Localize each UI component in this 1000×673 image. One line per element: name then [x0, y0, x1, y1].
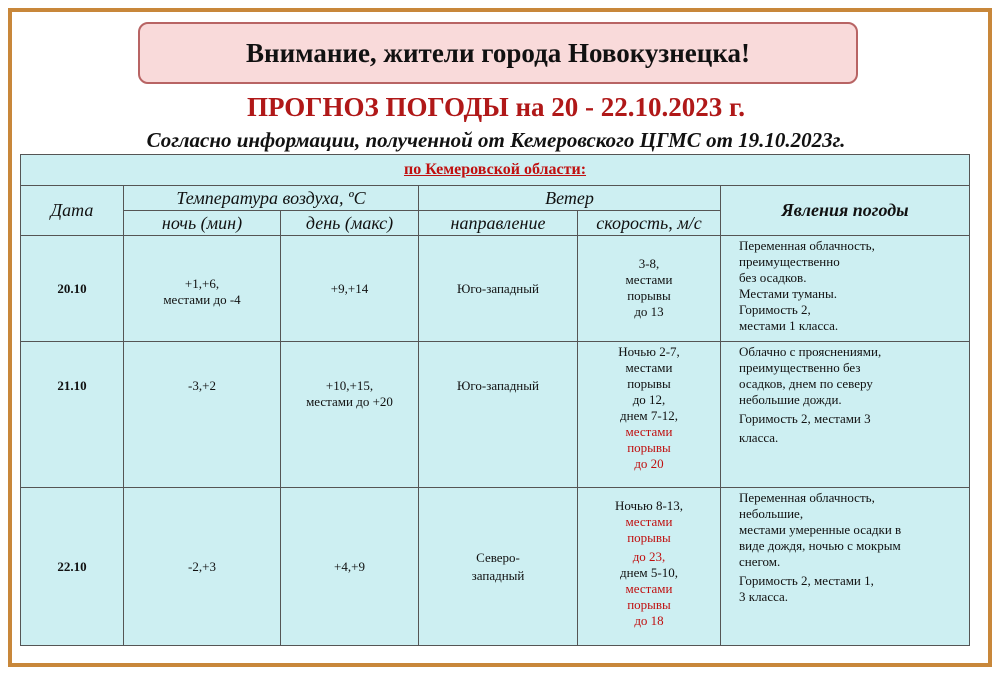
speed-line: местами — [625, 581, 673, 596]
phenomena-line: 3 класса. — [739, 589, 789, 604]
temperature-header: Температура воздуха, ºС — [123, 185, 419, 211]
row-day-temp — [280, 487, 419, 646]
phenomena-line: снегом. — [739, 554, 781, 569]
phenomena-line: Горимость 2, местами 3 — [739, 411, 871, 426]
phenomena-line: Местами туманы. — [739, 286, 837, 301]
row-phenomena — [720, 341, 970, 488]
row-night-temp — [123, 235, 281, 342]
phenomena-line: небольшие, — [739, 506, 804, 521]
direction-header: направление — [418, 210, 578, 236]
speed-line: днем 5-10, — [620, 565, 678, 580]
speed-line: порывы — [627, 530, 671, 545]
speed-line: порывы — [627, 597, 671, 612]
row-day-temp — [280, 341, 419, 488]
row-day-temp — [280, 235, 419, 342]
day-temp-line: +4,+9 — [334, 558, 365, 574]
speed-line: до 20 — [634, 456, 664, 471]
region-header — [20, 154, 970, 186]
phenomena-line: без осадков. — [739, 270, 807, 285]
speed-line: порывы — [627, 440, 671, 455]
forecast-table — [20, 154, 970, 646]
speed-header: скорость, м/с — [577, 210, 721, 236]
phenomena-line: местами 1 класса. — [739, 318, 839, 333]
row-date: 20.10 — [20, 235, 124, 342]
speed-line: до 18 — [634, 613, 664, 628]
direction-line: Юго-западный — [457, 378, 539, 393]
speed-line: местами — [625, 360, 673, 375]
speed-line: Ночью 8-13, — [614, 498, 684, 513]
speed-line: Ночью 2-7, — [618, 344, 680, 359]
row-wind-direction — [418, 487, 578, 646]
phenomena-line: Переменная облачность, — [739, 238, 875, 253]
row-phenomena — [720, 235, 970, 342]
direction-line: Юго-западный — [457, 280, 539, 296]
row-wind-speed — [577, 235, 721, 342]
speed-line: до 23, — [632, 549, 666, 564]
direction-line: Северо- — [476, 549, 520, 565]
day-temp-line: +10,+15, — [325, 378, 374, 393]
phenomena-line: Переменная облачность, — [739, 490, 875, 505]
date-header: Дата — [20, 185, 124, 236]
phenomena-line: Облачно с прояснениями, — [739, 344, 882, 359]
speed-line: порывы — [627, 288, 671, 303]
phenomena-line: преимущественно — [739, 254, 840, 269]
row-wind-direction — [418, 235, 578, 342]
forecast-title: ПРОГНОЗ ПОГОДЫ на 20 - 22.10.2023 г. — [246, 92, 746, 122]
phenomena-line: преимущественно без — [739, 360, 861, 375]
night-temp-line: местами до -4 — [163, 291, 241, 307]
phenomena-line: местами умеренные осадки в — [739, 522, 902, 537]
night-temp-line: -3,+2 — [188, 378, 216, 393]
row-night-temp — [123, 341, 281, 488]
speed-line: 3-8, — [638, 256, 660, 271]
speed-line: местами — [625, 514, 673, 529]
row-phenomena — [720, 487, 970, 646]
row-wind-direction — [418, 341, 578, 488]
phenomena-line: осадков, днем по северу — [739, 376, 873, 391]
night-header: ночь (мин) — [123, 210, 281, 236]
speed-line: местами — [625, 272, 673, 287]
phenomena-line: Горимость 2, — [739, 302, 811, 317]
wind-header: Ветер — [418, 185, 721, 211]
night-temp-line: +1,+6, — [184, 275, 220, 291]
night-temp-line: -2,+3 — [188, 558, 216, 574]
notice-text: Внимание, жители города Новокузнецка! — [246, 37, 750, 68]
phenomena-line: Горимость 2, местами 1, — [739, 573, 874, 588]
row-date: 21.10 — [20, 341, 124, 488]
direction-line: западный — [471, 567, 525, 583]
phenomena-header: Явления погоды — [720, 185, 970, 236]
speed-line: местами — [625, 424, 673, 439]
speed-line: порывы — [627, 376, 671, 391]
row-night-temp — [123, 487, 281, 646]
day-temp-line: +9,+14 — [330, 280, 369, 296]
day-header: день (макс) — [280, 210, 419, 236]
forecast-subtitle: Согласно информации, полученной от Кемеровского ЦГМС от 19.10.2023г. — [146, 128, 846, 152]
phenomena-line: небольшие дожди. — [739, 392, 842, 407]
phenomena-line: виде дождя, ночью с мокрым — [739, 538, 901, 553]
speed-line: до 13 — [634, 304, 664, 319]
speed-line: днем 7-12, — [620, 408, 678, 423]
day-temp-line: местами до +20 — [306, 394, 393, 409]
row-wind-speed — [577, 487, 721, 646]
row-date: 22.10 — [20, 487, 124, 646]
speed-line: до 12, — [632, 392, 666, 407]
region-label: по Кемеровской области: — [403, 161, 587, 178]
notice-banner — [138, 22, 858, 84]
phenomena-line: класса. — [739, 430, 779, 445]
row-wind-speed — [577, 341, 721, 488]
